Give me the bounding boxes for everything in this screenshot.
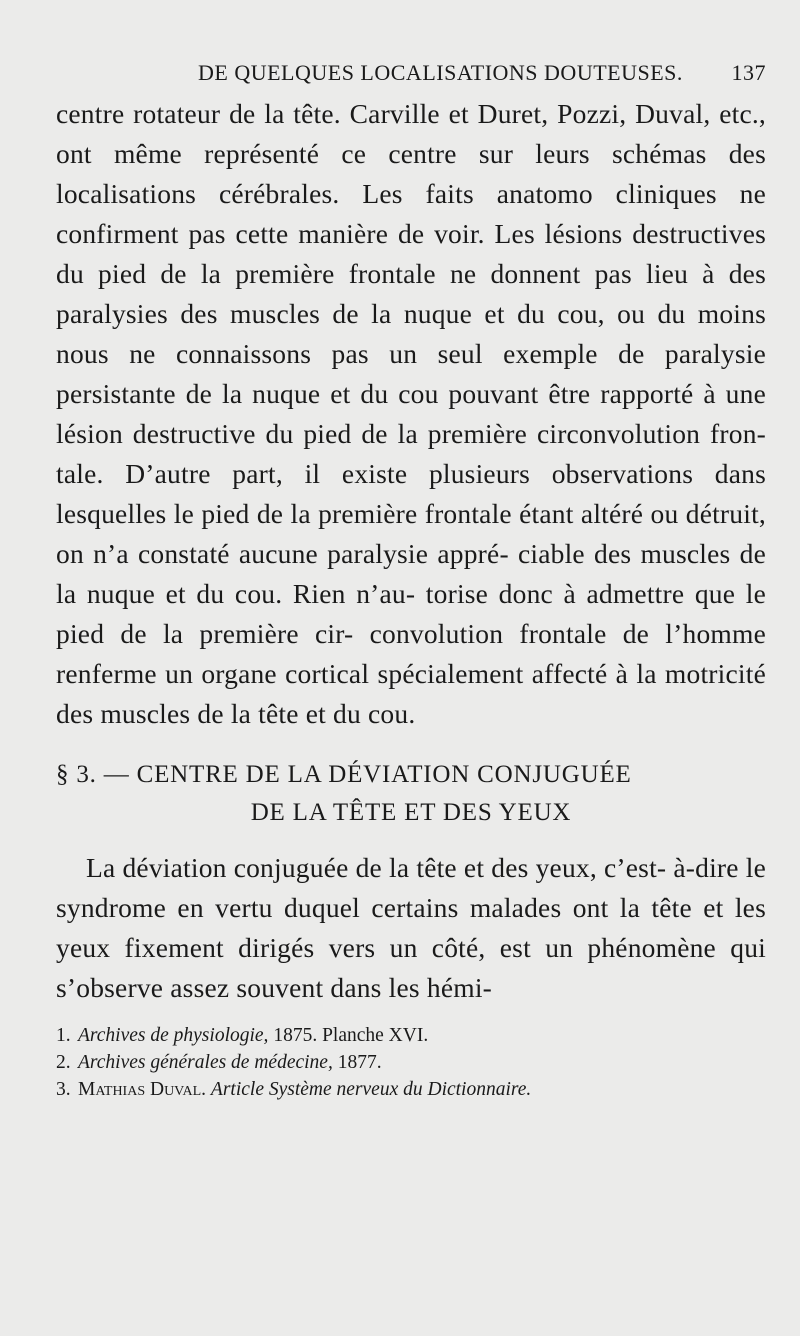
running-title: DE QUELQUES LOCALISATIONS DOUTEUSES. <box>198 60 683 85</box>
footnote-title: Article Système nerveux du Dictionnaire. <box>210 1079 532 1100</box>
footnote-number: 3. <box>56 1079 71 1100</box>
running-head <box>56 60 766 94</box>
footnote-detail: 1877. <box>332 1052 382 1073</box>
paragraph-continued: centre rotateur de la tête. Carville et Duret, Pozzi, Duval, etc., ont même représenté ce centre sur leurs schémas des localisations cérébrales. Les faits anatomo cliniques ne confirment pas cette manière de voir. Les lésions destructives du pied de la première frontale ne donnent pas lieu à des paralysies des muscles de la nuque et du cou, ou du moins nous ne connaissons pas un seul exemple de paralysie persistante de la nuque et du cou pouvant être rapporté à une lésion destructive du pied de la première circonvolution fron- tale. D’autre part, il existe plusieurs observations dans lesquelles le pied de la première frontale étant altéré ou détruit, on n’a constaté aucune paralysie appré- ciable des muscles de la nuque et du cou. Rien n’au- torise donc à admettre que le pied de la première cir- convolution frontale de l’homme renferme un organe cortical spécialement affecté à la motricité des muscles de la tête et du cou. <box>56 98 766 729</box>
paragraph-deviation: La déviation conjuguée de la tête et des yeux, c’est- à-dire le syndrome en vertu duquel certains malades ont la tête et les yeux fixement dirigés vers un côté, est un phénomène qui s’observe assez souvent dans les hémi- <box>56 852 766 1003</box>
footnote-author: Mathias Duval. <box>78 1079 207 1100</box>
section-heading-line-1: § 3. — CENTRE DE LA DÉVIATION CONJUGUÉE <box>56 761 632 788</box>
footnotes <box>56 1022 766 1103</box>
footnote-title: Archives de physiologie, <box>78 1025 269 1046</box>
footnote-3 <box>56 1076 766 1103</box>
footnote-2 <box>56 1049 766 1076</box>
section-heading <box>56 756 766 832</box>
body-text <box>56 94 766 1008</box>
footnote-number: 2. <box>56 1052 71 1073</box>
footnote-detail: 1875. Planche XVI. <box>268 1025 429 1046</box>
footnote-number: 1. <box>56 1025 71 1046</box>
footnote-title: Archives générales de médecine, <box>78 1052 333 1073</box>
section-heading-line-2: DE LA TÊTE ET DES YEUX <box>250 799 572 826</box>
footnote-1 <box>56 1022 766 1049</box>
page-number: 137 <box>731 60 766 85</box>
